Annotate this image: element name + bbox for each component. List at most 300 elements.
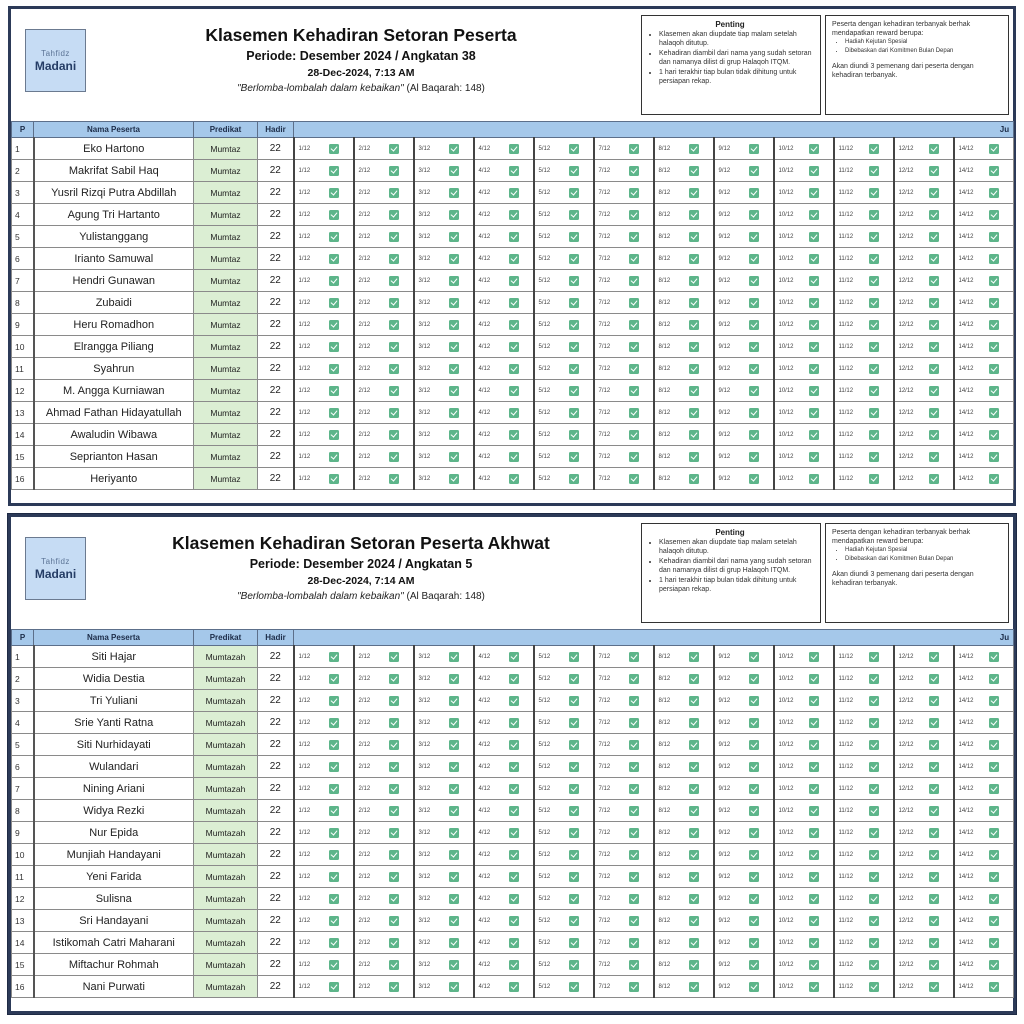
checkbox-checked-icon[interactable] (989, 474, 999, 484)
table-row[interactable] (12, 646, 1014, 668)
cell-rank[interactable]: 3 (12, 690, 34, 712)
cell-rank[interactable]: 5 (12, 226, 34, 248)
cell-attendance[interactable] (894, 226, 954, 248)
cell-attendance[interactable] (354, 204, 414, 226)
cell-attendance[interactable] (894, 314, 954, 336)
cell-attendance[interactable] (294, 822, 354, 844)
checkbox-checked-icon[interactable] (449, 696, 459, 706)
cell-predikat[interactable]: Mumtaz (194, 248, 258, 270)
checkbox-checked-icon[interactable] (449, 430, 459, 440)
checkbox-checked-icon[interactable] (569, 408, 579, 418)
checkbox-checked-icon[interactable] (449, 232, 459, 242)
cell-attendance[interactable] (294, 160, 354, 182)
cell-attendance[interactable] (534, 402, 594, 424)
checkbox-checked-icon[interactable] (629, 188, 639, 198)
cell-attendance[interactable] (474, 336, 534, 358)
checkbox-checked-icon[interactable] (629, 210, 639, 220)
cell-rank[interactable]: 2 (12, 668, 34, 690)
cell-attendance[interactable] (414, 292, 474, 314)
cell-attendance[interactable] (534, 888, 594, 910)
cell-attendance[interactable] (354, 778, 414, 800)
cell-attendance[interactable] (894, 844, 954, 866)
cell-attendance[interactable] (474, 358, 534, 380)
cell-hadir[interactable]: 22 (258, 226, 294, 248)
cell-attendance[interactable] (654, 358, 714, 380)
checkbox-checked-icon[interactable] (989, 916, 999, 926)
cell-predikat[interactable]: Mumtaz (194, 468, 258, 490)
checkbox-checked-icon[interactable] (809, 894, 819, 904)
checkbox-checked-icon[interactable] (869, 740, 879, 750)
checkbox-checked-icon[interactable] (929, 762, 939, 772)
cell-attendance[interactable] (774, 292, 834, 314)
checkbox-checked-icon[interactable] (569, 762, 579, 772)
cell-attendance[interactable] (654, 160, 714, 182)
cell-rank[interactable]: 12 (12, 380, 34, 402)
cell-attendance[interactable] (534, 954, 594, 976)
cell-attendance[interactable] (894, 270, 954, 292)
cell-attendance[interactable] (714, 954, 774, 976)
cell-attendance[interactable] (594, 888, 654, 910)
checkbox-checked-icon[interactable] (749, 960, 759, 970)
cell-attendance[interactable] (594, 866, 654, 888)
cell-attendance[interactable] (714, 756, 774, 778)
checkbox-checked-icon[interactable] (569, 894, 579, 904)
cell-attendance[interactable] (774, 468, 834, 490)
cell-attendance[interactable] (414, 446, 474, 468)
cell-attendance[interactable] (474, 822, 534, 844)
cell-predikat[interactable]: Mumtaz (194, 160, 258, 182)
checkbox-checked-icon[interactable] (989, 762, 999, 772)
checkbox-checked-icon[interactable] (389, 188, 399, 198)
checkbox-checked-icon[interactable] (689, 342, 699, 352)
cell-attendance[interactable] (774, 204, 834, 226)
checkbox-checked-icon[interactable] (869, 762, 879, 772)
checkbox-checked-icon[interactable] (689, 474, 699, 484)
cell-attendance[interactable] (414, 734, 474, 756)
checkbox-checked-icon[interactable] (629, 784, 639, 794)
checkbox-checked-icon[interactable] (869, 850, 879, 860)
col-header-no[interactable]: P (12, 630, 34, 646)
checkbox-checked-icon[interactable] (809, 938, 819, 948)
cell-hadir[interactable]: 22 (258, 932, 294, 954)
cell-predikat[interactable]: Mumtazah (194, 800, 258, 822)
cell-attendance[interactable] (414, 712, 474, 734)
cell-attendance[interactable] (894, 424, 954, 446)
checkbox-checked-icon[interactable] (329, 828, 339, 838)
checkbox-checked-icon[interactable] (749, 452, 759, 462)
checkbox-checked-icon[interactable] (989, 982, 999, 992)
checkbox-checked-icon[interactable] (929, 386, 939, 396)
checkbox-checked-icon[interactable] (509, 276, 519, 286)
cell-attendance[interactable] (834, 226, 894, 248)
checkbox-checked-icon[interactable] (389, 938, 399, 948)
cell-attendance[interactable] (654, 226, 714, 248)
checkbox-checked-icon[interactable] (389, 960, 399, 970)
cell-attendance[interactable] (414, 866, 474, 888)
cell-attendance[interactable] (594, 292, 654, 314)
col-header-hadir[interactable]: Hadir (258, 122, 294, 138)
cell-attendance[interactable] (654, 138, 714, 160)
checkbox-checked-icon[interactable] (989, 254, 999, 264)
cell-attendance[interactable] (774, 248, 834, 270)
cell-attendance[interactable] (654, 336, 714, 358)
checkbox-checked-icon[interactable] (389, 784, 399, 794)
cell-name[interactable]: Nani Purwati (34, 976, 194, 998)
checkbox-checked-icon[interactable] (629, 652, 639, 662)
cell-attendance[interactable] (534, 358, 594, 380)
cell-attendance[interactable] (534, 778, 594, 800)
cell-attendance[interactable] (534, 270, 594, 292)
checkbox-checked-icon[interactable] (389, 806, 399, 816)
table-row[interactable] (12, 160, 1014, 182)
cell-attendance[interactable] (474, 292, 534, 314)
cell-attendance[interactable] (714, 668, 774, 690)
cell-attendance[interactable] (954, 954, 1014, 976)
cell-hadir[interactable]: 22 (258, 292, 294, 314)
checkbox-checked-icon[interactable] (569, 718, 579, 728)
cell-attendance[interactable] (474, 424, 534, 446)
cell-attendance[interactable] (714, 976, 774, 998)
cell-name[interactable]: Siti Hajar (34, 646, 194, 668)
checkbox-checked-icon[interactable] (329, 254, 339, 264)
checkbox-checked-icon[interactable] (869, 474, 879, 484)
table-row[interactable] (12, 138, 1014, 160)
cell-predikat[interactable]: Mumtaz (194, 424, 258, 446)
cell-attendance[interactable] (714, 380, 774, 402)
checkbox-checked-icon[interactable] (509, 166, 519, 176)
checkbox-checked-icon[interactable] (449, 452, 459, 462)
checkbox-checked-icon[interactable] (449, 784, 459, 794)
checkbox-checked-icon[interactable] (749, 850, 759, 860)
checkbox-checked-icon[interactable] (629, 718, 639, 728)
cell-attendance[interactable] (774, 380, 834, 402)
cell-attendance[interactable] (534, 976, 594, 998)
cell-attendance[interactable] (594, 270, 654, 292)
checkbox-checked-icon[interactable] (569, 188, 579, 198)
cell-attendance[interactable] (954, 292, 1014, 314)
checkbox-checked-icon[interactable] (929, 806, 939, 816)
checkbox-checked-icon[interactable] (749, 210, 759, 220)
checkbox-checked-icon[interactable] (509, 430, 519, 440)
cell-attendance[interactable] (954, 690, 1014, 712)
checkbox-checked-icon[interactable] (869, 452, 879, 462)
cell-hadir[interactable]: 22 (258, 336, 294, 358)
cell-attendance[interactable] (654, 668, 714, 690)
checkbox-checked-icon[interactable] (449, 144, 459, 154)
cell-hadir[interactable]: 22 (258, 668, 294, 690)
checkbox-checked-icon[interactable] (509, 916, 519, 926)
col-header-no[interactable]: P (12, 122, 34, 138)
checkbox-checked-icon[interactable] (449, 276, 459, 286)
cell-attendance[interactable] (894, 910, 954, 932)
cell-attendance[interactable] (714, 182, 774, 204)
cell-attendance[interactable] (414, 314, 474, 336)
checkbox-checked-icon[interactable] (749, 166, 759, 176)
cell-attendance[interactable] (954, 932, 1014, 954)
cell-predikat[interactable]: Mumtazah (194, 734, 258, 756)
checkbox-checked-icon[interactable] (569, 298, 579, 308)
cell-attendance[interactable] (714, 270, 774, 292)
cell-hadir[interactable]: 22 (258, 182, 294, 204)
cell-name[interactable]: Sulisna (34, 888, 194, 910)
cell-attendance[interactable] (954, 734, 1014, 756)
checkbox-checked-icon[interactable] (509, 894, 519, 904)
cell-attendance[interactable] (294, 358, 354, 380)
checkbox-checked-icon[interactable] (569, 850, 579, 860)
cell-attendance[interactable] (714, 712, 774, 734)
cell-attendance[interactable] (774, 270, 834, 292)
cell-attendance[interactable] (594, 822, 654, 844)
checkbox-checked-icon[interactable] (809, 740, 819, 750)
cell-attendance[interactable] (894, 182, 954, 204)
cell-attendance[interactable] (714, 138, 774, 160)
cell-attendance[interactable] (534, 844, 594, 866)
checkbox-checked-icon[interactable] (809, 696, 819, 706)
cell-attendance[interactable] (294, 778, 354, 800)
cell-attendance[interactable] (354, 756, 414, 778)
checkbox-checked-icon[interactable] (809, 960, 819, 970)
checkbox-checked-icon[interactable] (449, 850, 459, 860)
cell-attendance[interactable] (954, 822, 1014, 844)
checkbox-checked-icon[interactable] (749, 298, 759, 308)
checkbox-checked-icon[interactable] (749, 188, 759, 198)
checkbox-checked-icon[interactable] (449, 386, 459, 396)
cell-attendance[interactable] (534, 712, 594, 734)
cell-name[interactable]: Hendri Gunawan (34, 270, 194, 292)
cell-attendance[interactable] (654, 888, 714, 910)
cell-attendance[interactable] (294, 292, 354, 314)
checkbox-checked-icon[interactable] (509, 872, 519, 882)
table-row[interactable] (12, 668, 1014, 690)
checkbox-checked-icon[interactable] (569, 364, 579, 374)
checkbox-checked-icon[interactable] (749, 718, 759, 728)
checkbox-checked-icon[interactable] (809, 652, 819, 662)
cell-attendance[interactable] (354, 910, 414, 932)
cell-attendance[interactable] (354, 822, 414, 844)
cell-attendance[interactable] (774, 424, 834, 446)
cell-attendance[interactable] (474, 976, 534, 998)
cell-attendance[interactable] (834, 756, 894, 778)
cell-attendance[interactable] (294, 712, 354, 734)
checkbox-checked-icon[interactable] (569, 166, 579, 176)
cell-hadir[interactable]: 22 (258, 910, 294, 932)
col-header-predikat[interactable]: Predikat (194, 630, 258, 646)
cell-attendance[interactable] (894, 976, 954, 998)
cell-attendance[interactable] (954, 668, 1014, 690)
cell-attendance[interactable] (834, 160, 894, 182)
cell-predikat[interactable]: Mumtazah (194, 866, 258, 888)
cell-attendance[interactable] (654, 380, 714, 402)
checkbox-checked-icon[interactable] (389, 452, 399, 462)
checkbox-checked-icon[interactable] (509, 298, 519, 308)
cell-rank[interactable]: 9 (12, 822, 34, 844)
checkbox-checked-icon[interactable] (329, 784, 339, 794)
checkbox-checked-icon[interactable] (989, 298, 999, 308)
cell-attendance[interactable] (534, 182, 594, 204)
cell-attendance[interactable] (714, 336, 774, 358)
cell-attendance[interactable] (294, 468, 354, 490)
checkbox-checked-icon[interactable] (329, 872, 339, 882)
table-row[interactable] (12, 734, 1014, 756)
checkbox-checked-icon[interactable] (929, 784, 939, 794)
checkbox-checked-icon[interactable] (629, 386, 639, 396)
checkbox-checked-icon[interactable] (509, 960, 519, 970)
checkbox-checked-icon[interactable] (329, 188, 339, 198)
cell-name[interactable]: Istikomah Catri Maharani (34, 932, 194, 954)
cell-name[interactable]: Heru Romadhon (34, 314, 194, 336)
cell-attendance[interactable] (594, 424, 654, 446)
cell-attendance[interactable] (414, 138, 474, 160)
cell-attendance[interactable] (294, 976, 354, 998)
cell-attendance[interactable] (474, 160, 534, 182)
checkbox-checked-icon[interactable] (809, 188, 819, 198)
cell-attendance[interactable] (894, 866, 954, 888)
cell-hadir[interactable]: 22 (258, 160, 294, 182)
cell-attendance[interactable] (414, 468, 474, 490)
checkbox-checked-icon[interactable] (329, 408, 339, 418)
checkbox-checked-icon[interactable] (329, 762, 339, 772)
table-row[interactable] (12, 424, 1014, 446)
cell-hadir[interactable]: 22 (258, 646, 294, 668)
cell-attendance[interactable] (954, 976, 1014, 998)
cell-name[interactable]: Elrangga Piliang (34, 336, 194, 358)
checkbox-checked-icon[interactable] (869, 784, 879, 794)
cell-hadir[interactable]: 22 (258, 380, 294, 402)
cell-attendance[interactable] (834, 138, 894, 160)
checkbox-checked-icon[interactable] (929, 276, 939, 286)
checkbox-checked-icon[interactable] (389, 342, 399, 352)
cell-attendance[interactable] (774, 138, 834, 160)
cell-attendance[interactable] (894, 888, 954, 910)
table-row[interactable] (12, 778, 1014, 800)
cell-attendance[interactable] (534, 756, 594, 778)
checkbox-checked-icon[interactable] (449, 298, 459, 308)
checkbox-checked-icon[interactable] (929, 408, 939, 418)
cell-attendance[interactable] (294, 270, 354, 292)
checkbox-checked-icon[interactable] (569, 806, 579, 816)
cell-predikat[interactable]: Mumtazah (194, 690, 258, 712)
cell-attendance[interactable] (834, 380, 894, 402)
cell-attendance[interactable] (774, 734, 834, 756)
checkbox-checked-icon[interactable] (989, 674, 999, 684)
checkbox-checked-icon[interactable] (929, 144, 939, 154)
checkbox-checked-icon[interactable] (389, 232, 399, 242)
cell-attendance[interactable] (714, 822, 774, 844)
cell-attendance[interactable] (774, 954, 834, 976)
checkbox-checked-icon[interactable] (809, 872, 819, 882)
cell-attendance[interactable] (954, 314, 1014, 336)
cell-hadir[interactable]: 22 (258, 976, 294, 998)
cell-attendance[interactable] (954, 358, 1014, 380)
checkbox-checked-icon[interactable] (329, 210, 339, 220)
cell-attendance[interactable] (354, 668, 414, 690)
checkbox-checked-icon[interactable] (869, 872, 879, 882)
cell-attendance[interactable] (294, 248, 354, 270)
checkbox-checked-icon[interactable] (629, 960, 639, 970)
cell-attendance[interactable] (654, 182, 714, 204)
checkbox-checked-icon[interactable] (629, 938, 639, 948)
checkbox-checked-icon[interactable] (869, 696, 879, 706)
cell-attendance[interactable] (714, 844, 774, 866)
checkbox-checked-icon[interactable] (929, 298, 939, 308)
cell-predikat[interactable]: Mumtazah (194, 844, 258, 866)
col-header-name[interactable]: Nama Peserta (34, 122, 194, 138)
checkbox-checked-icon[interactable] (569, 232, 579, 242)
checkbox-checked-icon[interactable] (449, 916, 459, 926)
cell-attendance[interactable] (834, 778, 894, 800)
checkbox-checked-icon[interactable] (749, 828, 759, 838)
checkbox-checked-icon[interactable] (449, 652, 459, 662)
checkbox-checked-icon[interactable] (689, 232, 699, 242)
cell-attendance[interactable] (954, 468, 1014, 490)
cell-rank[interactable]: 6 (12, 756, 34, 778)
cell-hadir[interactable]: 22 (258, 844, 294, 866)
cell-attendance[interactable] (534, 424, 594, 446)
col-header-month[interactable]: Ju (294, 122, 1014, 138)
cell-name[interactable]: Ahmad Fathan Hidayatullah (34, 402, 194, 424)
checkbox-checked-icon[interactable] (389, 254, 399, 264)
checkbox-checked-icon[interactable] (689, 960, 699, 970)
checkbox-checked-icon[interactable] (929, 696, 939, 706)
cell-attendance[interactable] (294, 138, 354, 160)
cell-attendance[interactable] (414, 358, 474, 380)
cell-attendance[interactable] (534, 292, 594, 314)
cell-attendance[interactable] (594, 976, 654, 998)
cell-rank[interactable]: 1 (12, 646, 34, 668)
cell-predikat[interactable]: Mumtaz (194, 380, 258, 402)
cell-attendance[interactable] (954, 160, 1014, 182)
cell-name[interactable]: Munjiah Handayani (34, 844, 194, 866)
cell-attendance[interactable] (834, 646, 894, 668)
checkbox-checked-icon[interactable] (629, 872, 639, 882)
cell-attendance[interactable] (714, 468, 774, 490)
cell-attendance[interactable] (774, 822, 834, 844)
checkbox-checked-icon[interactable] (749, 364, 759, 374)
cell-attendance[interactable] (654, 468, 714, 490)
checkbox-checked-icon[interactable] (689, 806, 699, 816)
checkbox-checked-icon[interactable] (989, 960, 999, 970)
cell-rank[interactable]: 7 (12, 270, 34, 292)
cell-rank[interactable]: 16 (12, 468, 34, 490)
table-row[interactable] (12, 292, 1014, 314)
cell-attendance[interactable] (594, 844, 654, 866)
checkbox-checked-icon[interactable] (389, 762, 399, 772)
checkbox-checked-icon[interactable] (869, 166, 879, 176)
checkbox-checked-icon[interactable] (929, 894, 939, 904)
checkbox-checked-icon[interactable] (629, 762, 639, 772)
cell-attendance[interactable] (534, 734, 594, 756)
cell-attendance[interactable] (654, 712, 714, 734)
checkbox-checked-icon[interactable] (329, 960, 339, 970)
checkbox-checked-icon[interactable] (749, 938, 759, 948)
cell-hadir[interactable]: 22 (258, 138, 294, 160)
cell-attendance[interactable] (414, 204, 474, 226)
cell-attendance[interactable] (894, 380, 954, 402)
cell-name[interactable]: Wulandari (34, 756, 194, 778)
cell-attendance[interactable] (654, 424, 714, 446)
cell-attendance[interactable] (954, 800, 1014, 822)
cell-rank[interactable]: 15 (12, 446, 34, 468)
cell-name[interactable]: M. Angga Kurniawan (34, 380, 194, 402)
checkbox-checked-icon[interactable] (569, 916, 579, 926)
cell-attendance[interactable] (474, 844, 534, 866)
cell-attendance[interactable] (774, 888, 834, 910)
cell-attendance[interactable] (354, 932, 414, 954)
checkbox-checked-icon[interactable] (629, 828, 639, 838)
checkbox-checked-icon[interactable] (989, 452, 999, 462)
cell-attendance[interactable] (294, 668, 354, 690)
col-header-name[interactable]: Nama Peserta (34, 630, 194, 646)
